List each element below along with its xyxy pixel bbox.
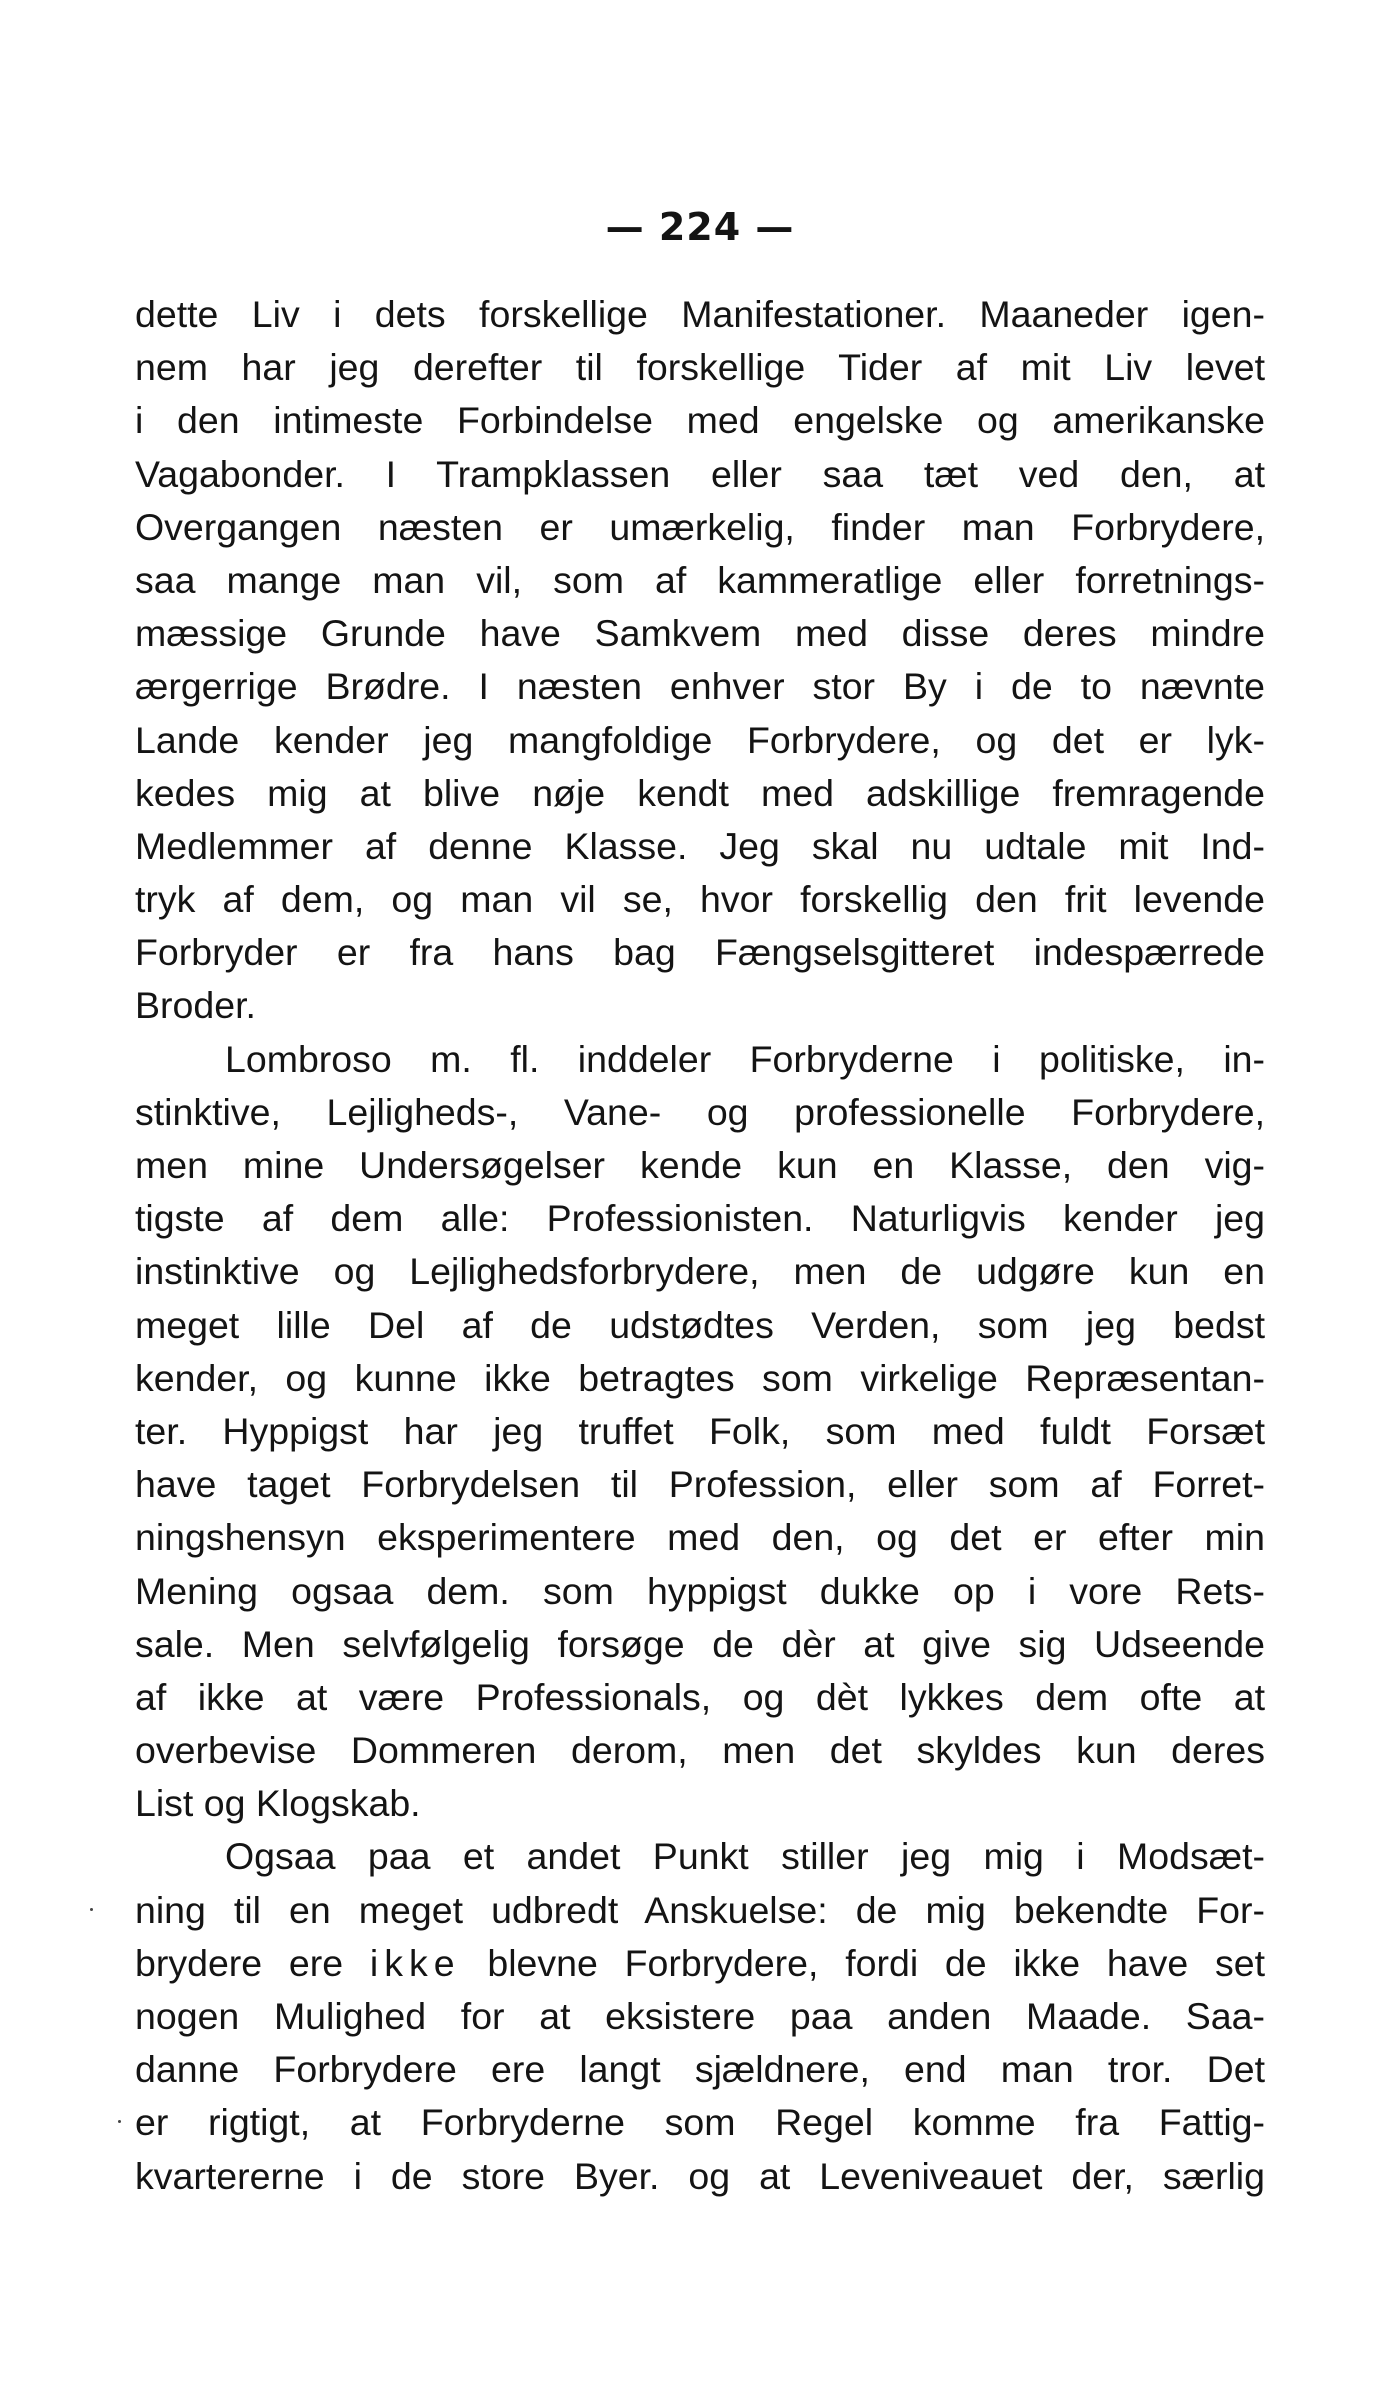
- emphasis-word: ikke: [369, 1941, 461, 1984]
- text-line: nem har jeg derefter til forskellige Tider af mit Liv levet: [135, 346, 1265, 389]
- text-line: Ogsaa paa et andet Punkt stiller jeg mig i Modsæt-: [225, 1835, 1265, 1878]
- text-line: nogen Mulighed for at eksistere paa anden Maade. Saa-: [135, 1995, 1265, 2037]
- text-line: dette Liv i dets forskellige Manifestationer. Maaneder igen-: [135, 293, 1265, 335]
- text-line: danne Forbrydere ere langt sjældnere, end man tror. Det: [135, 2048, 1265, 2091]
- text-line: Lande kender jeg mangfoldige Forbrydere, og det er lyk-: [135, 718, 1265, 761]
- text-line: Lombroso m. fl. inddeler Forbryderne i politiske, in-: [225, 1037, 1265, 1080]
- text-line: ning til en meget udbredt Anskuelse: de mig bekendte For-: [135, 1888, 1265, 1931]
- text-line: List og Klogskab.: [135, 1782, 421, 1825]
- text-line: i den intimeste Forbindelse med engelske og amerikanske: [135, 399, 1265, 442]
- text-line: men mine Undersøgelser kende kun en Klasse, den vig-: [135, 1144, 1265, 1186]
- text-line: Overgangen næsten er umærkelig, finder man Forbrydere,: [135, 505, 1265, 548]
- text-line: af ikke at være Professionals, og dèt lykkes dem ofte at: [135, 1675, 1265, 1718]
- text-line: Mening ogsaa dem. som hyppigst dukke op i vore Rets-: [135, 1569, 1265, 1612]
- text-line: mæssige Grunde have Samkvem med disse deres mindre: [135, 612, 1265, 655]
- text-line: ærgerrige Brødre. I næsten enhver stor By i de to nævnte: [135, 665, 1265, 708]
- paper-speck: [90, 1908, 93, 1911]
- text-line: kedes mig at blive nøje kendt med adskillige fremragende: [135, 771, 1265, 814]
- paper-speck: [118, 2120, 121, 2123]
- text-line: sale. Men selvfølgelig forsøge de dèr at give sig Udseende: [135, 1622, 1265, 1665]
- text-line: Medlemmer af denne Klasse. Jeg skal nu udtale mit Ind-: [135, 824, 1265, 867]
- text-line: stinktive, Lejligheds-, Vane- og professionelle Forbrydere,: [135, 1090, 1265, 1133]
- body-text: [135, 288, 1265, 2203]
- text-line: Vagabonder. I Trampklassen eller saa tæt ved den, at: [135, 452, 1265, 495]
- text-line: Broder.: [135, 984, 256, 1027]
- text-line: kender, og kunne ikke betragtes som virkelige Repræsentan-: [135, 1356, 1265, 1399]
- text-line: Forbryder er fra hans bag Fængselsgitteret indespærrede: [135, 931, 1265, 974]
- text-line: brydere ere ikke blevne Forbrydere, fordi de ikke have set: [135, 1941, 1265, 1984]
- text-line: have taget Forbrydelsen til Profession, eller som af Forret-: [135, 1463, 1265, 1506]
- text-line: tigste af dem alle: Professionisten. Naturligvis kender jeg: [135, 1197, 1265, 1240]
- text-line: meget lille Del af de udstødtes Verden, som jeg bedst: [135, 1303, 1265, 1346]
- text-line: ter. Hyppigst har jeg truffet Folk, som med fuldt Forsæt: [135, 1409, 1265, 1452]
- text-line: overbevise Dommeren derom, men det skyldes kun deres: [135, 1729, 1265, 1772]
- text-line: ningshensyn eksperimentere med den, og det er efter min: [135, 1516, 1265, 1559]
- text-line: er rigtigt, at Forbryderne som Regel komme fra Fattig-: [135, 2101, 1265, 2144]
- text-line: saa mange man vil, som af kammeratlige eller forretnings-: [135, 558, 1265, 601]
- text-line: tryk af dem, og man vil se, hvor forskellig den frit levende: [135, 878, 1265, 921]
- text-line: instinktive og Lejlighedsforbrydere, men de udgøre kun en: [135, 1250, 1265, 1293]
- page-number: — 224 —: [605, 205, 795, 249]
- text-line: kvartererne i de store Byer. og at Leveniveauet der, særlig: [135, 2154, 1265, 2197]
